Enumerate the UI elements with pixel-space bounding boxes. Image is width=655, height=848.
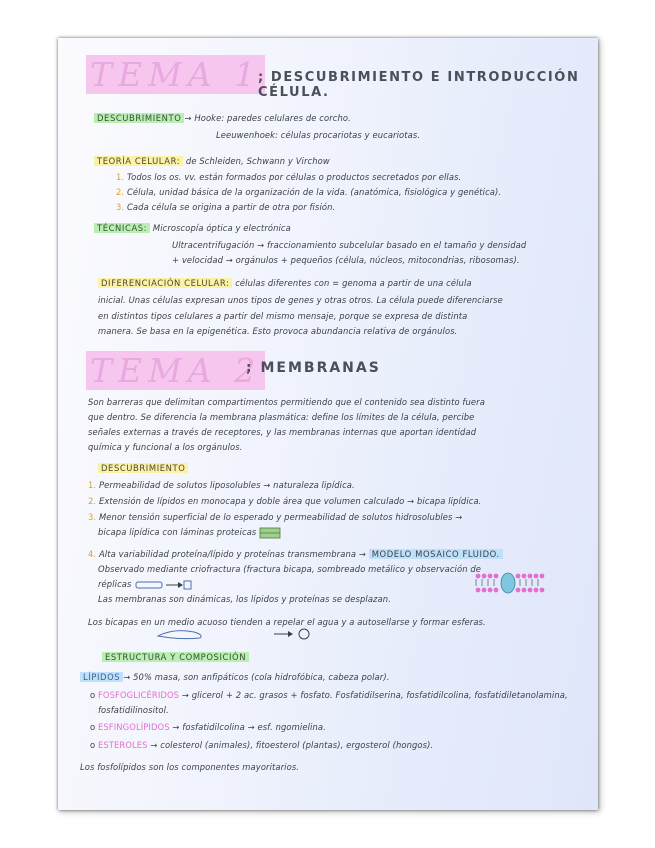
estructura-heading-line [102,650,249,665]
fosfogliceridos-text: → glicerol + 2 ac. grasos + fosfato. Fosfatidilserina, fosfatidilcolina, fosfatidiletanolamina, [181,690,568,700]
desc2-item-4c [98,577,192,592]
bullet-icon: o [90,722,96,732]
esfingolipidos-label: ESFINGOLÍPIDOS [98,722,170,732]
teoria-item-3 [116,200,335,215]
diferenciacion-line4: manera. Se basa en la epigenética. Esto provoca abundancia relativa de orgánulos. [98,326,458,336]
bicapas-line: Los bicapas en un medio acuoso tienden a repelar el agua y a autosellarse y formar esferas. [88,617,486,627]
bullet-icon: o [90,740,96,750]
desc2-item-4b: Observado mediante criofractura (fractura bicapa, sombreado metálico y observación de [98,564,482,574]
diferenciacion-line3: en distintos tipos celulares a partir del mismo mensaje, porque se expresa de distinta [98,311,468,321]
diferenciacion-line2: inicial. Unas células expresan unos tipos de genes y otras otros. La célula puede diferenciarse [98,295,503,305]
teoria-item-2 [116,185,501,200]
tecnicas-heading: TÉCNICAS: [94,223,150,233]
desc2-item-4 [88,547,503,562]
lipidos-line [80,670,389,685]
lipidos-text: → 50% masa, son anfipáticos (cola hidrofóbica, cabeza polar). [123,672,390,682]
intro-line1: Son barreras que delimitan compartimentos permitiendo que el contenido sea distinto fuera [88,397,485,407]
desc2-num: 4. [88,549,97,559]
teoria-text: Célula, unidad básica de la organización de la vida. (anatómica, fisiológica y genética). [126,187,502,197]
desc2-text: Alta variabilidad proteína/lípido y proteínas transmembrana → [98,549,366,559]
replica-sketch-icon [134,579,192,591]
diferenciacion-text: células diferentes con = genoma a partir de una célula [232,278,472,288]
esteroles-label: ESTEROLES [98,740,148,750]
desc2-item-1 [88,478,355,493]
desc2-item-4d: Las membranas son dinámicas, los lípidos y proteínas se desplazan. [98,594,391,604]
tema1-label [86,56,265,94]
descubrimiento-line1 [94,111,351,126]
desc2-text: réplicas [98,579,132,589]
teoria-text: Cada célula se origina a partir de otra por fisión. [126,202,336,212]
fosfogliceridos-line2: fosfatidilinositol. [98,705,169,715]
fosfogliceridos-line [90,688,568,703]
descubrimiento-line2: Leeuwenhoek: células procariotas y eucariotas. [216,130,421,140]
fluid-mosaic-membrane-icon [472,570,552,596]
esteroles-line [90,738,433,753]
tema2-title: ; MEMBRANAS [246,360,381,376]
esfingolipidos-line [90,720,326,735]
desc2-num: 2. [88,496,97,506]
esfingolipidos-text: → fosfatidilcolina → esf. ngomielina. [172,722,326,732]
teoria-item-1 [116,170,461,185]
desc2-text: Menor tensión superficial de lo esperado y permeabilidad de solutos hidrosolubles → [98,512,463,522]
tecnicas-line2: Ultracentrifugación → fraccionamiento subcelular basado en el tamaño y densidad [172,240,527,250]
desc2-item-2 [88,494,481,509]
tecnicas-line1 [94,221,291,236]
lipidos-label: LÍPIDOS [80,672,123,682]
tecnicas-text1: Microscopía óptica y electrónica [150,223,291,233]
descubrimiento2-heading-line [98,461,188,476]
esteroles-text: → colesterol (animales), fitoesterol (plantas), ergosterol (hongos). [150,740,434,750]
tecnicas-line3: + velocidad → orgánulos + pequeños (célula, núcleos, mitocondrias, ribosomas). [172,255,520,265]
diferenciacion-line1 [98,276,472,291]
diferenciacion-heading: DIFERENCIACIÓN CELULAR: [98,278,232,288]
desc2-item-3b [98,525,281,540]
descubrimiento-text1: → Hooke: paredes celulares de corcho. [184,113,351,123]
teoria-num: 2. [116,187,125,197]
notebook-page [58,38,598,810]
intro-line4: química y funcional a los orgánulos. [88,442,243,452]
bilayer-to-sphere-sketch [154,626,334,642]
intro-line3: señales externas a través de receptores, y las membranas internas que aportan identidad [88,427,477,437]
footer-line: Los fosfolípidos son los componentes mayoritarios. [80,762,300,772]
tema1-title: ; DESCUBRIMIENTO E INTRODUCCIÓN CÉLULA. [258,70,580,100]
teoria-heading: TEORÍA CELULAR: [94,156,183,166]
desc2-num: 3. [88,512,97,522]
teoria-heading-rest: de Schleiden, Schwann y Virchow [183,156,330,166]
descubrimiento-heading: DESCUBRIMIENTO [94,113,184,123]
intro-line2: que dentro. Se diferencia la membrana plasmática: define los límites de la célula, percibe [88,412,475,422]
teoria-num: 3. [116,202,125,212]
teoria-heading-line [94,154,330,169]
tema2-label-text: TEMA 2 [86,351,265,390]
fosfogliceridos-label: FOSFOGLICÉRIDOS [98,690,180,700]
desc2-num: 1. [88,480,97,490]
modelo-mosaico-fluido: MODELO MOSAICO FLUIDO. [369,549,503,559]
desc2-text: Extensión de lípidos en monocapa y doble área que volumen calculado → bicapa lipídica. [98,496,482,506]
desc2-text: Permeabilidad de solutos liposolubles → naturaleza lipídica. [98,480,355,490]
teoria-text: Todos los os. vv. están formados por células o productos secretados por ellas. [126,172,462,182]
estructura-heading: ESTRUCTURA Y COMPOSICIÓN [102,652,249,662]
desc2-item-3 [88,510,462,525]
tema1-label-text: TEMA 1 [86,55,265,94]
desc2-text: bicapa lipídica con láminas proteicas [98,527,257,537]
descubrimiento2-heading: DESCUBRIMIENTO [98,463,188,473]
tema2-label [86,352,265,390]
teoria-num: 1. [116,172,125,182]
bullet-icon: o [90,690,96,700]
bilayer-protein-icon [259,526,281,540]
